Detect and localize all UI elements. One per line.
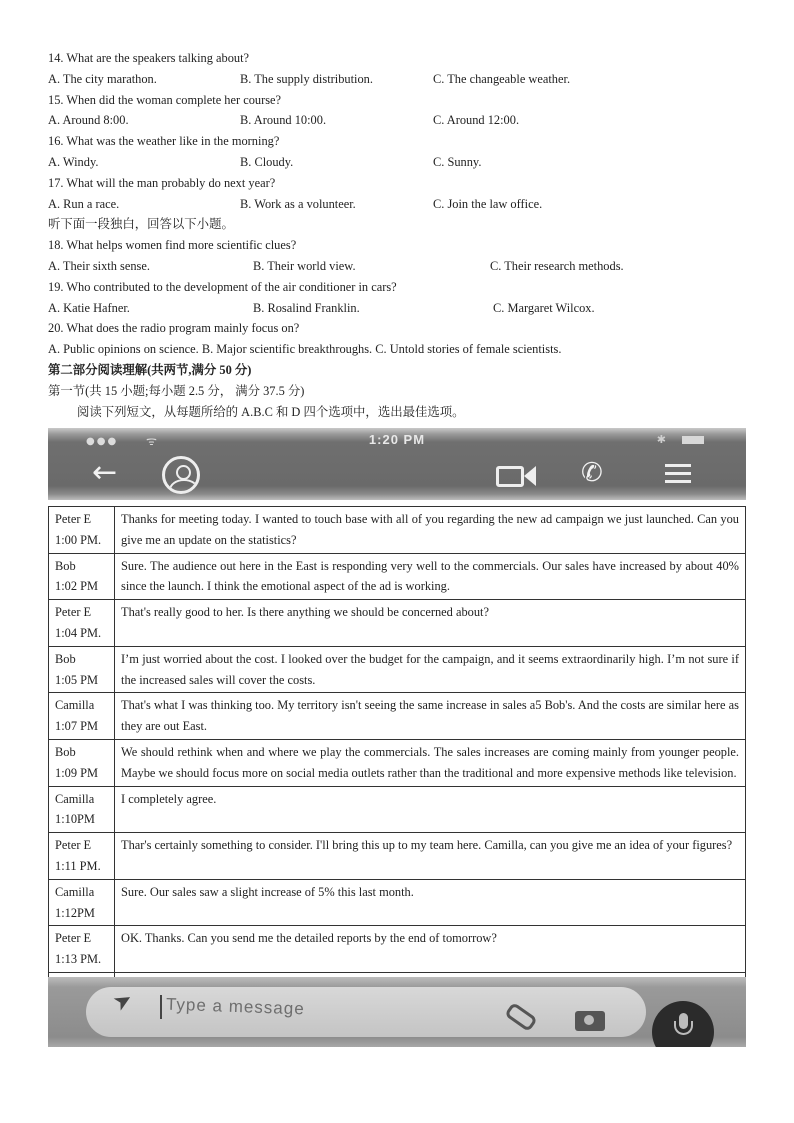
- status-time: 1:20 PM: [368, 432, 426, 447]
- option-a: A. Windy.: [48, 154, 99, 169]
- options-row: [48, 298, 746, 319]
- option-a: A. The city marathon.: [48, 71, 157, 86]
- option-a: A. Their sixth sense.: [48, 258, 150, 273]
- option-b: B. Their world view.: [253, 258, 356, 273]
- message-time: 1:00 PM.: [55, 532, 102, 547]
- monologue-intro: 听下面一段独白，回答以下小题。: [48, 217, 234, 232]
- sender-name: Peter E: [55, 931, 92, 946]
- message-text: Thar's certainly something to consider. I'll bring this up to my team here. Camilla, can you give me an idea of your figures?: [115, 833, 746, 880]
- chat-row: [49, 646, 746, 693]
- options-row: [48, 69, 746, 90]
- message-text: OK. Thanks. Can you send me the detailed reports by the end of tomorrow?: [115, 926, 746, 973]
- questions-block: [48, 48, 746, 422]
- message-text: Sure. Our sales saw a slight increase of 5% this last month.: [115, 879, 746, 926]
- sender-name: Camilla: [55, 884, 95, 899]
- sender-name: Peter E: [55, 838, 92, 853]
- options-row: [48, 110, 746, 131]
- message-input-bar: [48, 977, 746, 1047]
- question-text: 19. Who contributed to the development of the air conditioner in cars?: [48, 279, 397, 294]
- message-time: 1:07 PM: [55, 719, 99, 734]
- sender-name: Bob: [55, 651, 76, 666]
- sender-cell: [49, 507, 115, 554]
- option-b: B. Around 10:00.: [240, 113, 327, 128]
- message-text: We should rethink when and where we play the commercials. The sales increases are coming mainly from younger people. Maybe we should focus more on social media outlets rather than the traditional and more expensive methods like television.: [115, 739, 746, 786]
- question-text: 18. What helps women find more scientific clues?: [48, 238, 297, 253]
- option-a: A. Katie Hafner.: [48, 300, 130, 315]
- option-c: C. Margaret Wilcox.: [493, 300, 595, 315]
- message-placeholder: Type a message: [165, 994, 306, 1019]
- bluetooth-icon: ✱: [656, 433, 666, 446]
- chat-row: [49, 879, 746, 926]
- message-time: 1:10PM: [55, 812, 95, 827]
- option-b: B. Rosalind Franklin.: [253, 300, 360, 315]
- sender-cell: [49, 926, 115, 973]
- option-c: C. Join the law office.: [433, 196, 543, 211]
- message-time: 1:02 PM: [55, 579, 99, 594]
- sender-cell: [49, 786, 115, 833]
- sender-cell: [49, 646, 115, 693]
- sender-cell: [49, 739, 115, 786]
- sender-name: Peter E: [55, 605, 92, 620]
- phone-icon[interactable]: ✆: [581, 458, 603, 488]
- message-time: 1:04 PM.: [55, 625, 102, 640]
- sender-cell: [49, 833, 115, 880]
- message-text: Thanks for meeting today. I wanted to touch base with all of you regarding the new ad campaign we just launched. Can you give me an update on the statistics?: [115, 507, 746, 554]
- option-c: C. Sunny.: [433, 154, 482, 169]
- message-text: That's really good to her. Is there anything we should be concerned about?: [115, 600, 746, 647]
- option-b: B. The supply distribution.: [240, 71, 373, 86]
- message-text: Sure. The audience out here in the East is responding very well to the commercials. Our sales have increased by about 40% since the launch. I think the emotional aspect of the ad is working.: [115, 553, 746, 600]
- chat-row: [49, 833, 746, 880]
- options-row: A. Public opinions on science. B. Major scientific breakthroughs. C. Untold stories of female scientists.: [48, 342, 562, 357]
- question-text: 16. What was the weather like in the morning?: [48, 134, 280, 149]
- message-time: 1:05 PM: [55, 672, 99, 687]
- chat-log-table: [48, 506, 746, 999]
- message-time: 1:09 PM: [55, 765, 99, 780]
- chat-row: [49, 926, 746, 973]
- chat-row: [49, 600, 746, 647]
- option-b: B. Cloudy.: [240, 154, 294, 169]
- option-a: A. Around 8:00.: [48, 113, 129, 128]
- send-arrow-icon[interactable]: ➤: [108, 986, 138, 1017]
- section-instruction: 阅读下列短文，从每题所给的 A.B.C 和 D 四个选项中，选出最佳选项。: [77, 404, 465, 419]
- message-text: I’m just worried about the cost. I looked over the budget for the campaign, and it seems extraordinarily high. I’m not sure if the increased sales will cover the costs.: [115, 646, 746, 693]
- chat-row: [49, 507, 746, 554]
- question-text: 14. What are the speakers talking about?: [48, 51, 250, 65]
- sender-name: Camilla: [55, 791, 95, 806]
- camera-icon[interactable]: [575, 1011, 605, 1031]
- message-time: 1:12PM: [55, 905, 95, 920]
- option-c: C. Around 12:00.: [433, 113, 520, 128]
- sender-name: Bob: [55, 558, 76, 573]
- options-row: [48, 152, 746, 173]
- message-time: 1:13 PM.: [55, 952, 102, 967]
- sender-cell: [49, 600, 115, 647]
- contact-avatar-icon[interactable]: [162, 456, 200, 494]
- options-row: [48, 256, 746, 277]
- video-call-icon[interactable]: [496, 466, 524, 487]
- part-title: 第二部分阅读理解(共两节,满分 50 分): [48, 362, 252, 377]
- battery-icon: [682, 436, 704, 444]
- signal-icon: ●●●: [86, 436, 119, 447]
- sender-name: Camilla: [55, 698, 95, 713]
- question-text: 20. What does the radio program mainly focus on?: [48, 321, 300, 336]
- question-text: 17. What will the man probably do next year?: [48, 175, 276, 190]
- sender-name: Bob: [55, 744, 76, 759]
- wifi-icon: ᯤ: [146, 434, 157, 448]
- text-cursor: [160, 995, 162, 1019]
- back-arrow-icon[interactable]: ←: [92, 455, 118, 490]
- message-text: That's what I was thinking too. My territory isn't seeing the same increase in sales a5 Bob's. And the costs are similar here as they are out East.: [115, 693, 746, 740]
- option-a: A. Run a race.: [48, 196, 120, 211]
- option-b: B. Work as a volunteer.: [240, 196, 356, 211]
- message-text: I completely agree.: [115, 786, 746, 833]
- chat-row: [49, 786, 746, 833]
- chat-row: [49, 553, 746, 600]
- message-time: 1:11 PM.: [55, 858, 101, 873]
- exam-page: [48, 48, 746, 422]
- video-call-icon-lens[interactable]: [524, 466, 536, 486]
- menu-icon[interactable]: [665, 464, 691, 488]
- option-c: C. Their research methods.: [490, 258, 624, 273]
- chat-row: [49, 739, 746, 786]
- chat-row: [49, 693, 746, 740]
- options-row: [48, 194, 746, 215]
- section-title: 第一节(共 15 小题;每小题 2.5 分， 满分 37.5 分): [48, 383, 305, 398]
- phone-header-bar: [48, 428, 746, 500]
- sender-cell: [49, 553, 115, 600]
- question-text: 15. When did the woman complete her course?: [48, 92, 282, 107]
- microphone-button[interactable]: [652, 1001, 714, 1047]
- sender-cell: [49, 879, 115, 926]
- sender-cell: [49, 693, 115, 740]
- sender-name: Peter E: [55, 512, 92, 526]
- option-c: C. The changeable weather.: [433, 71, 571, 86]
